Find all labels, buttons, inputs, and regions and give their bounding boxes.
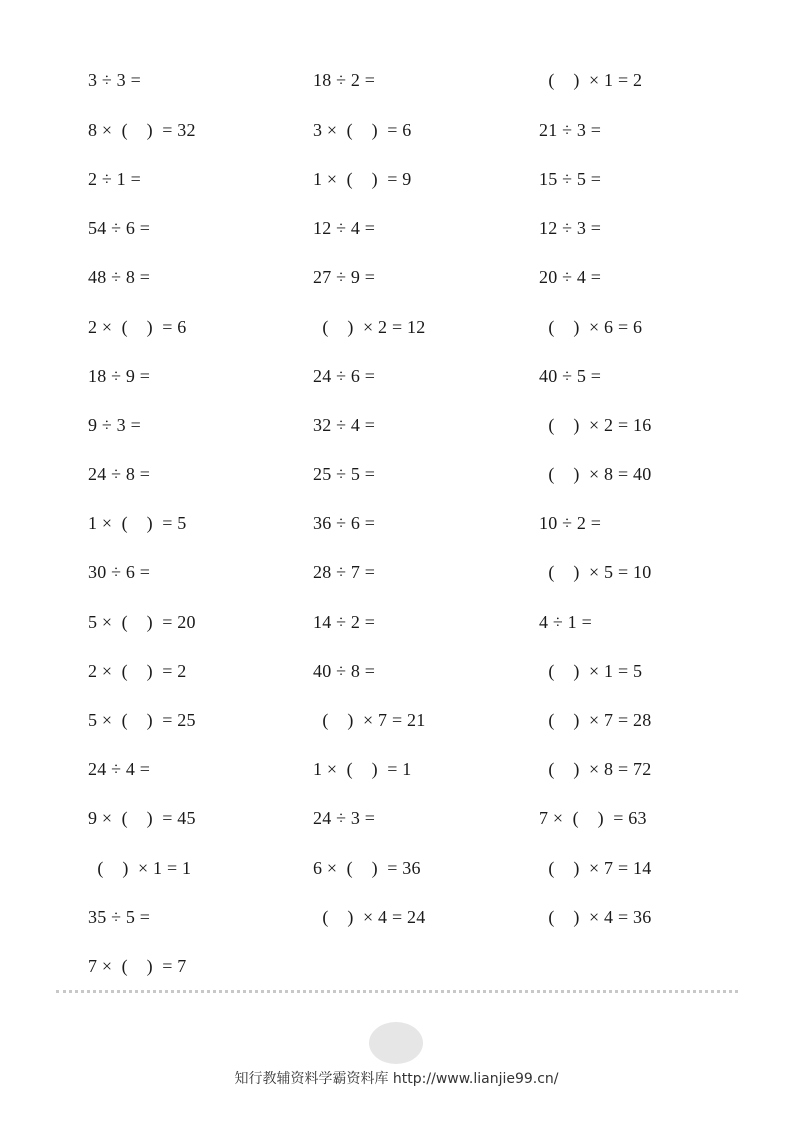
problem: ( ) × 1 = 1 <box>88 858 192 878</box>
problem: 14 ÷ 2 = <box>313 612 376 632</box>
problem: 40 ÷ 8 = <box>313 661 376 681</box>
problem: ( ) × 4 = 36 <box>539 907 652 927</box>
problem: 4 ÷ 1 = <box>539 612 592 632</box>
problem: 24 ÷ 8 = <box>88 464 151 484</box>
problem: 7 × ( ) = 63 <box>539 808 647 828</box>
problem: ( ) × 5 = 10 <box>539 562 652 582</box>
problem: 1 × ( ) = 1 <box>313 759 412 779</box>
problem: ( ) × 1 = 2 <box>539 70 643 90</box>
problem: 12 ÷ 4 = <box>313 218 376 238</box>
problem: 12 ÷ 3 = <box>539 218 602 238</box>
problem: 15 ÷ 5 = <box>539 169 602 189</box>
problem: 24 ÷ 4 = <box>88 759 151 779</box>
problem: 36 ÷ 6 = <box>313 513 376 533</box>
problem: 9 ÷ 3 = <box>88 415 141 435</box>
problem: 1 × ( ) = 5 <box>88 513 187 533</box>
page-number-badge <box>369 1022 423 1064</box>
problem: 21 ÷ 3 = <box>539 120 602 140</box>
problem: 6 × ( ) = 36 <box>313 858 421 878</box>
problem: 54 ÷ 6 = <box>88 218 151 238</box>
problem: ( ) × 2 = 12 <box>313 317 426 337</box>
problem: 1 × ( ) = 9 <box>313 169 412 189</box>
dotted-divider <box>56 990 738 993</box>
problem: 35 ÷ 5 = <box>88 907 151 927</box>
problem: 2 × ( ) = 2 <box>88 661 187 681</box>
problem: ( ) × 7 = 21 <box>313 710 426 730</box>
problem: 5 × ( ) = 25 <box>88 710 196 730</box>
problem: 20 ÷ 4 = <box>539 267 602 287</box>
problem: ( ) × 7 = 28 <box>539 710 652 730</box>
problem: 24 ÷ 3 = <box>313 808 376 828</box>
problem: ( ) × 1 = 5 <box>539 661 643 681</box>
problem: 18 ÷ 2 = <box>313 70 376 90</box>
problem: 48 ÷ 8 = <box>88 267 151 287</box>
problem: 25 ÷ 5 = <box>313 464 376 484</box>
problem: 30 ÷ 6 = <box>88 562 151 582</box>
problem: ( ) × 8 = 40 <box>539 464 652 484</box>
problem: ( ) × 4 = 24 <box>313 907 426 927</box>
problem: 3 ÷ 3 = <box>88 70 141 90</box>
footer-text: 知行教辅资料学霸资料库 http://www.lianjie99.cn/ <box>234 1071 559 1087</box>
problem: 8 × ( ) = 32 <box>88 120 196 140</box>
problem: 18 ÷ 9 = <box>88 366 151 386</box>
problem: 32 ÷ 4 = <box>313 415 376 435</box>
problem: ( ) × 8 = 72 <box>539 759 652 779</box>
problem: 10 ÷ 2 = <box>539 513 602 533</box>
problem: 27 ÷ 9 = <box>313 267 376 287</box>
problem: 24 ÷ 6 = <box>313 366 376 386</box>
problem: ( ) × 6 = 6 <box>539 317 643 337</box>
problem: 5 × ( ) = 20 <box>88 612 196 632</box>
problem: 7 × ( ) = 7 <box>88 956 187 976</box>
problem: 40 ÷ 5 = <box>539 366 602 386</box>
problem: 3 × ( ) = 6 <box>313 120 412 140</box>
problem: ( ) × 7 = 14 <box>539 858 652 878</box>
problem: 2 ÷ 1 = <box>88 169 141 189</box>
problem: 2 × ( ) = 6 <box>88 317 187 337</box>
problem: 9 × ( ) = 45 <box>88 808 196 828</box>
problem: 28 ÷ 7 = <box>313 562 376 582</box>
problem: ( ) × 2 = 16 <box>539 415 652 435</box>
